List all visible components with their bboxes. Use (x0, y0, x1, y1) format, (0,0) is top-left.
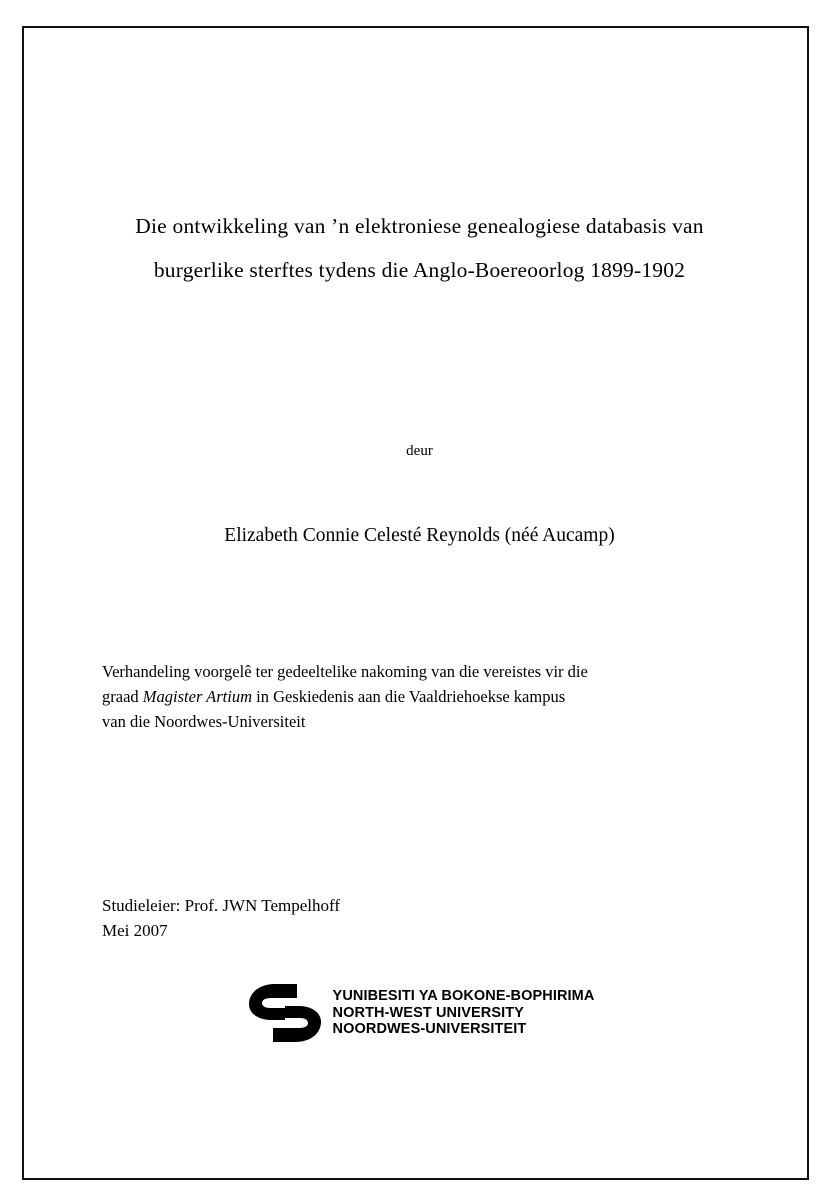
logo-text-line-1: YUNIBESITI YA BOKONE-BOPHIRIMA (332, 988, 595, 1005)
statement-line-2-suffix: in Geskiedenis aan die Vaaldriehoekse kampus (252, 687, 566, 706)
page-content (102, 28, 737, 1178)
logo-text-line-2: NORTH-WEST UNIVERSITY (332, 1004, 524, 1021)
statement-line-2-prefix: graad (102, 687, 143, 706)
statement-line-3: van die Noordwes-Universiteit (102, 712, 306, 731)
logo-text-line-3: NOORDWES-UNIVERSITEIT (332, 1021, 527, 1038)
north-west-university-logo-icon (245, 978, 325, 1048)
university-logo (102, 978, 737, 1048)
university-logo-text (333, 988, 595, 1038)
supervisor-block (102, 893, 737, 943)
document-title (102, 204, 737, 292)
page-border (22, 26, 809, 1180)
statement-line-1: Verhandeling voorgelê ter gedeeltelike nakoming van die vereistes vir die (102, 662, 588, 681)
title-line-1: Die ontwikkeling van ’n elektroniese genealogiese databasis van (135, 214, 704, 238)
author-name: Elizabeth Connie Celesté Reynolds (néé Aucamp) (224, 525, 615, 546)
date-line: Mei 2007 (102, 921, 168, 940)
statement-line-2 (102, 684, 737, 709)
supervisor-line: Studieleier: Prof. JWN Tempelhoff (102, 896, 341, 915)
degree-statement (102, 659, 737, 734)
title-line-2: burgerlike sterftes tydens die Anglo-Boereoorlog 1899-1902 (153, 258, 686, 282)
degree-name: Magister Artium (142, 687, 253, 706)
by-word: deur (406, 443, 433, 459)
